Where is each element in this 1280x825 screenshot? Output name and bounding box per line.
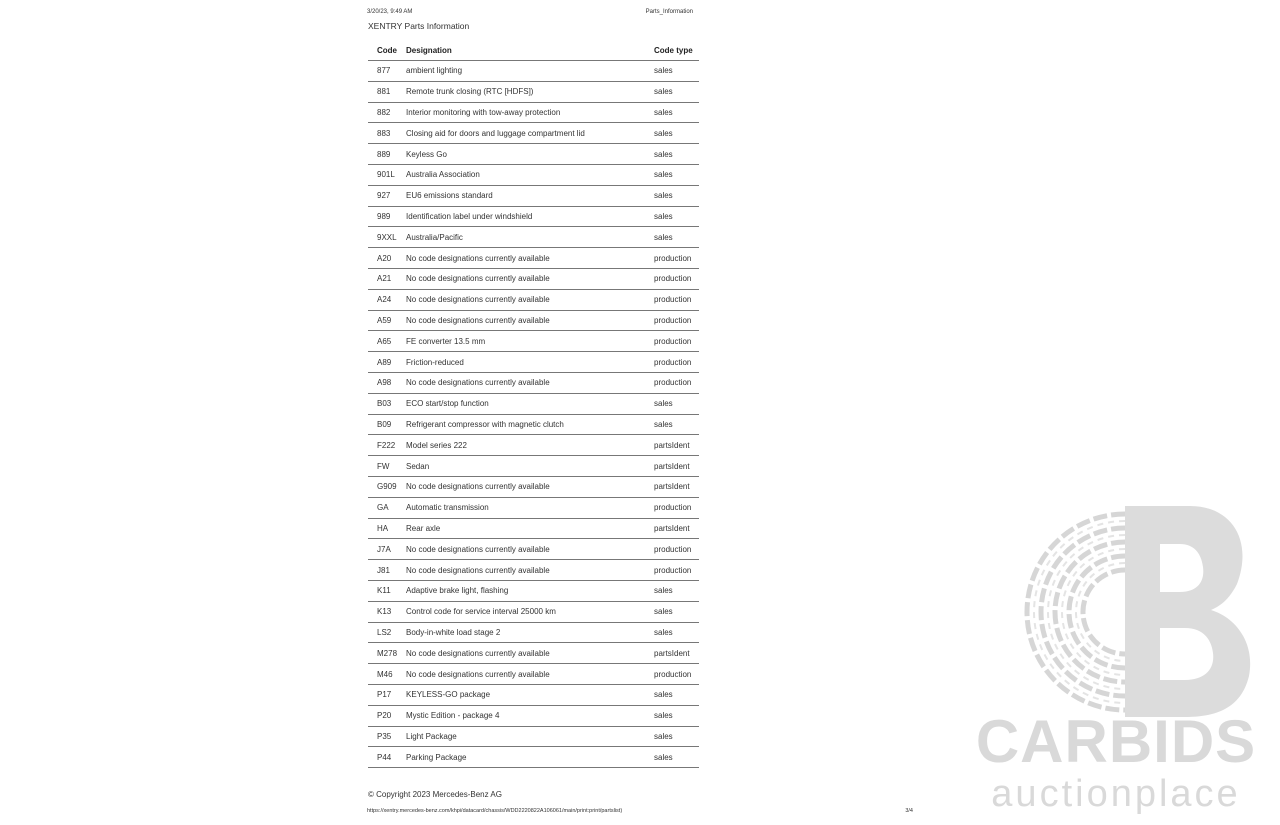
watermark-subtitle: auctionplace: [991, 773, 1241, 815]
cell-code-type: production: [645, 372, 699, 393]
cell-code: A21: [368, 268, 397, 289]
cell-designation: Control code for service interval 25000 km: [397, 601, 645, 622]
cell-code-type: production: [645, 560, 699, 581]
table-row: [368, 705, 699, 726]
cell-code: P35: [368, 726, 397, 747]
table-row: [368, 81, 699, 102]
cell-designation: Sedan: [397, 456, 645, 477]
table-row: [368, 185, 699, 206]
table-row: [368, 61, 699, 82]
table-row: [368, 643, 699, 664]
cell-code-type: production: [645, 539, 699, 560]
cell-designation: No code designations currently available: [397, 643, 645, 664]
cell-designation: FE converter 13.5 mm: [397, 331, 645, 352]
cell-designation: Rear axle: [397, 518, 645, 539]
cell-code-type: sales: [645, 705, 699, 726]
print-tab-title: Parts_Information: [645, 9, 693, 15]
cell-code-type: partsIdent: [645, 456, 699, 477]
cell-code: FW: [368, 456, 397, 477]
table-row: [368, 289, 699, 310]
cell-code-type: sales: [645, 684, 699, 705]
cell-code-type: sales: [645, 144, 699, 165]
cell-designation: No code designations currently available: [397, 560, 645, 581]
cell-code-type: partsIdent: [645, 518, 699, 539]
table-row: [368, 206, 699, 227]
table-row: [368, 622, 699, 643]
cell-designation: No code designations currently available: [397, 372, 645, 393]
cell-code-type: sales: [645, 123, 699, 144]
cell-code-type: production: [645, 331, 699, 352]
cell-code: B09: [368, 414, 397, 435]
cell-designation: Friction-reduced: [397, 352, 645, 373]
cell-code-type: sales: [645, 206, 699, 227]
cell-code-type: sales: [645, 61, 699, 82]
table-row: [368, 601, 699, 622]
cell-code-type: sales: [645, 393, 699, 414]
cell-code: M46: [368, 664, 397, 685]
cell-designation: Mystic Edition - package 4: [397, 705, 645, 726]
cell-code: 881: [368, 81, 397, 102]
cell-designation: No code designations currently available: [397, 664, 645, 685]
table-row: [368, 518, 699, 539]
table-row: [368, 539, 699, 560]
table-row: [368, 684, 699, 705]
watermark-brand: CARBIDS: [975, 708, 1257, 775]
cell-code: P44: [368, 747, 397, 768]
page-indicator: 3/4: [905, 808, 913, 814]
cell-designation: KEYLESS-GO package: [397, 684, 645, 705]
cell-code: A59: [368, 310, 397, 331]
cell-code: HA: [368, 518, 397, 539]
cell-code-type: partsIdent: [645, 643, 699, 664]
cell-code: B03: [368, 393, 397, 414]
parts-table: [368, 41, 699, 768]
cell-code: LS2: [368, 622, 397, 643]
cell-code-type: production: [645, 664, 699, 685]
cell-code-type: sales: [645, 580, 699, 601]
cell-code-type: partsIdent: [645, 476, 699, 497]
cell-designation: Model series 222: [397, 435, 645, 456]
table-row: [368, 123, 699, 144]
cell-code: 883: [368, 123, 397, 144]
cell-designation: Parking Package: [397, 747, 645, 768]
cell-designation: No code designations currently available: [397, 268, 645, 289]
cell-designation: No code designations currently available: [397, 289, 645, 310]
print-url: https://xentry.mercedes-benz.com/khpi/datacard/chassis/WDD2220822A106061/main/print:print/partslist): [367, 808, 623, 814]
table-row: [368, 352, 699, 373]
column-header-designation: Designation: [397, 41, 645, 61]
table-row: [368, 435, 699, 456]
cell-designation: ECO start/stop function: [397, 393, 645, 414]
cell-designation: No code designations currently available: [397, 476, 645, 497]
cell-designation: Refrigerant compressor with magnetic clutch: [397, 414, 645, 435]
fingerprint-b-logo-icon: [975, 504, 1257, 719]
cell-code-type: production: [645, 352, 699, 373]
cell-code: K13: [368, 601, 397, 622]
table-row: [368, 268, 699, 289]
table-header-row: [368, 41, 699, 61]
cell-code: J81: [368, 560, 397, 581]
table-row: [368, 664, 699, 685]
cell-designation: Adaptive brake light, flashing: [397, 580, 645, 601]
cell-code: F222: [368, 435, 397, 456]
cell-code-type: production: [645, 289, 699, 310]
cell-code: K11: [368, 580, 397, 601]
cell-code: GA: [368, 497, 397, 518]
cell-designation: Body-in-white load stage 2: [397, 622, 645, 643]
cell-code: P17: [368, 684, 397, 705]
table-row: [368, 476, 699, 497]
cell-code-type: sales: [645, 185, 699, 206]
table-row: [368, 726, 699, 747]
cell-code-type: sales: [645, 102, 699, 123]
cell-code-type: partsIdent: [645, 435, 699, 456]
cell-code: 9XXL: [368, 227, 397, 248]
cell-code-type: sales: [645, 81, 699, 102]
cell-code: A24: [368, 289, 397, 310]
cell-designation: Keyless Go: [397, 144, 645, 165]
cell-designation: No code designations currently available: [397, 310, 645, 331]
column-header-code: Code: [368, 41, 397, 61]
parts-table-body: [368, 61, 699, 768]
table-row: [368, 560, 699, 581]
cell-code-type: sales: [645, 414, 699, 435]
cell-designation: Closing aid for doors and luggage compartment lid: [397, 123, 645, 144]
cell-code: 877: [368, 61, 397, 82]
print-footer: [367, 808, 913, 814]
cell-code: A20: [368, 248, 397, 269]
table-row: [368, 331, 699, 352]
cell-designation: No code designations currently available: [397, 539, 645, 560]
cell-code: 901L: [368, 164, 397, 185]
table-row: [368, 456, 699, 477]
cell-code-type: production: [645, 310, 699, 331]
cell-code: 889: [368, 144, 397, 165]
document-title: XENTRY Parts Information: [368, 21, 470, 31]
table-row: [368, 393, 699, 414]
table-row: [368, 144, 699, 165]
cell-code-type: production: [645, 268, 699, 289]
print-datetime: 3/20/23, 9:49 AM: [367, 9, 413, 15]
copyright-notice: © Copyright 2023 Mercedes-Benz AG: [368, 790, 502, 799]
cell-code-type: sales: [645, 622, 699, 643]
cell-designation: Identification label under windshield: [397, 206, 645, 227]
cell-code-type: sales: [645, 601, 699, 622]
cell-code: J7A: [368, 539, 397, 560]
table-row: [368, 414, 699, 435]
table-row: [368, 102, 699, 123]
cell-designation: EU6 emissions standard: [397, 185, 645, 206]
cell-code-type: sales: [645, 747, 699, 768]
cell-code-type: production: [645, 497, 699, 518]
cell-code: 927: [368, 185, 397, 206]
table-row: [368, 747, 699, 768]
cell-code: G909: [368, 476, 397, 497]
cell-code-type: production: [645, 248, 699, 269]
cell-code: A89: [368, 352, 397, 373]
table-row: [368, 580, 699, 601]
cell-code: 989: [368, 206, 397, 227]
cell-designation: Remote trunk closing (RTC [HDFS]): [397, 81, 645, 102]
cell-code-type: sales: [645, 164, 699, 185]
cell-designation: Automatic transmission: [397, 497, 645, 518]
cell-code: P20: [368, 705, 397, 726]
table-row: [368, 248, 699, 269]
table-row: [368, 497, 699, 518]
table-row: [368, 227, 699, 248]
table-row: [368, 310, 699, 331]
cell-code-type: sales: [645, 227, 699, 248]
cell-designation: No code designations currently available: [397, 248, 645, 269]
cell-designation: Light Package: [397, 726, 645, 747]
cell-designation: Interior monitoring with tow-away protection: [397, 102, 645, 123]
cell-designation: Australia Association: [397, 164, 645, 185]
cell-code: 882: [368, 102, 397, 123]
cell-code: A98: [368, 372, 397, 393]
cell-code: A65: [368, 331, 397, 352]
table-row: [368, 164, 699, 185]
cell-code: M278: [368, 643, 397, 664]
table-row: [368, 372, 699, 393]
print-header: [367, 9, 693, 15]
column-header-code-type: Code type: [645, 41, 699, 61]
cell-code-type: sales: [645, 726, 699, 747]
cell-designation: ambient lighting: [397, 61, 645, 82]
cell-designation: Australia/Pacific: [397, 227, 645, 248]
